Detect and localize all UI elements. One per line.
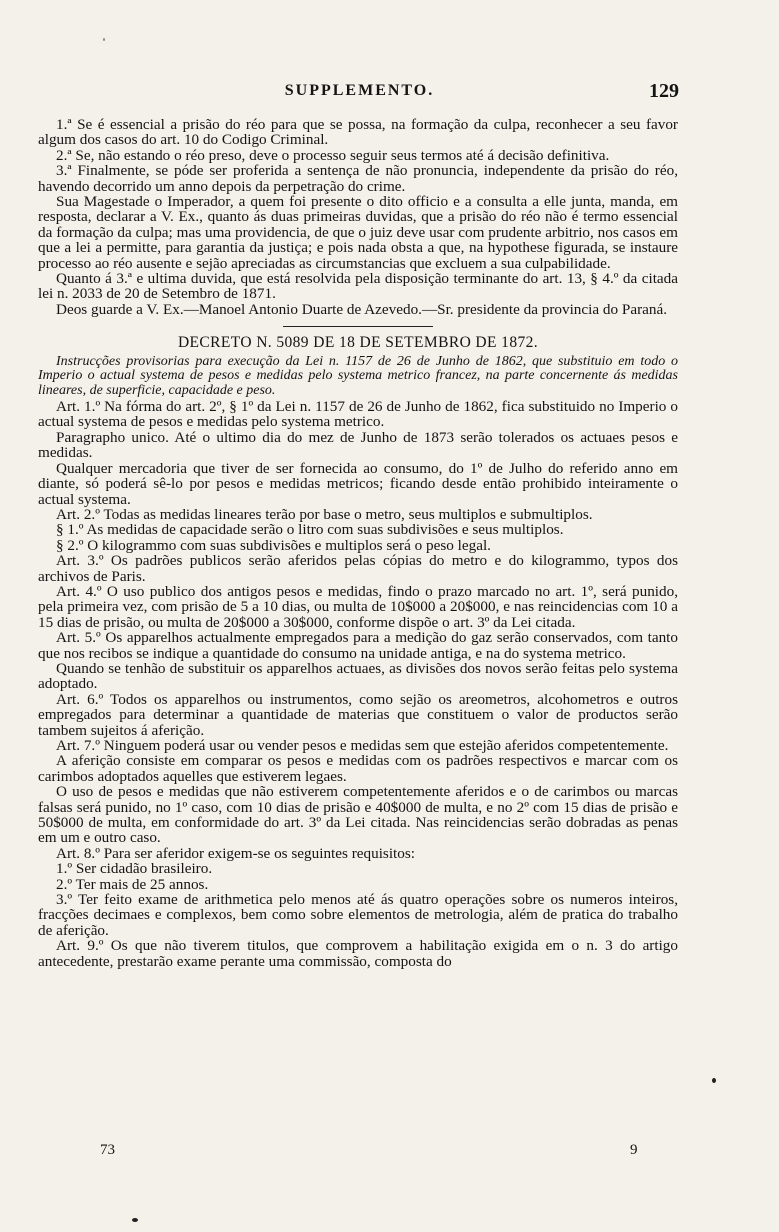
paragraph: A aferição consiste em comparar os pesos e medidas com os padrões respectivos e marcar com os carimbos adoptados aquelles que estiverem legaes. — [38, 752, 678, 785]
paragraph: 1.º Ser cidadão brasileiro. — [56, 860, 213, 878]
page-number: 129 — [649, 80, 679, 102]
ink-speck — [712, 1078, 716, 1083]
running-title: SUPPLEMENTO. — [284, 82, 435, 99]
paragraph: Quando se tenhão de substituir os apparelhos actuaes, as divisões dos novos serão feitas pelo systema adoptado. — [38, 659, 678, 693]
section-divider — [283, 326, 433, 327]
paragraph: Art. 5.º Os apparelhos actualmente empregados para a medição do gaz serão conservados, com tanto que nos recibos se indique a quantidade do consumo na unidade antiga, e na do systema metrico. — [38, 629, 678, 662]
paragraph: Art. 4.º O uso publico dos antigos pesos e medidas, findo o prazo marcado no art. 1º, será punido, pela primeira vez, com prisão de 5 a 10 dias, ou multa de 10$000 a 20$000, e nas reincidencias com 10 a 15 dias de prisão, ou multa de 20$000 a 30$000, conforme dispõe o art. 3º da Lei citada. — [38, 582, 678, 631]
paragraph: Art. 6.º Todos os apparelhos ou instrumentos, como sejão os areometros, alcohometros e outros empregados para determinar a quantidade de materias que constituem o valor de productos serão tambem sujeitos á aferição. — [38, 690, 678, 739]
paragraph: Quanto á 3.ª e ultima duvida, que está resolvida pela disposição terminante do art. 13, § 4.º da citada lei n. 2033 de 20 de Setembro de 1871. — [38, 270, 678, 303]
decree-title: DECRETO N. 5089 DE 18 DE SETEMBRO DE 1872. — [177, 334, 539, 352]
paragraph: Qualquer mercadoria que tiver de ser fornecida ao consumo, do 1º de Julho do referido anno em diante, só poderá sê-lo por pesos e medidas metricos; ficando desde então prohibido inteiramente o actual systema. — [38, 459, 678, 508]
paragraph: § 1.º As medidas de capacidade serão o litro com suas subdivisões e seus multiplos. — [56, 521, 564, 539]
signature-mark-right: 9 — [630, 1142, 638, 1158]
ink-speck — [132, 1218, 138, 1222]
paragraph: Art. 1.º Na fórma do art. 2º, § 1º da Lei n. 1157 de 26 de Junho de 1862, fica substituido no Imperio o actual systema de pesos e medidas pelo systema metrico. — [38, 398, 678, 431]
decree-instructions-heading: Instrucções provisorias para execução da Lei n. 1157 de 26 de Junho de 1862, que substituio em todo o Imperio o actual systema de pesos e medidas pelo systema metrico francez, na parte concernente ás medidas lineares, de superficie, capacidade e peso. — [38, 353, 678, 399]
paragraph: 2.º Ter mais de 25 annos. — [56, 875, 209, 893]
decree-articles — [38, 399, 678, 969]
page-footer — [100, 1142, 660, 1162]
paragraph: § 2.º O kilogrammo com suas subdivisões e multiplos será o peso legal. — [56, 536, 491, 554]
first-document — [38, 117, 678, 317]
ink-speck — [103, 38, 105, 41]
paragraph: Art. 8.º Para ser aferidor exigem-se os seguintes requisitos: — [56, 844, 415, 862]
paragraph: Deos guarde a V. Ex.—Manoel Antonio Duarte de Azevedo.—Sr. presidente da provincia do Paraná. — [56, 300, 667, 318]
paragraph: Art. 9.º Os que não tiverem titulos, que comprovem a habilitação exigida em o n. 3 do artigo antecedente, prestarão exame perante uma commissão, composta do — [38, 937, 678, 970]
paragraph: Sua Magestade o Imperador, a quem foi presente o dito officio e a consulta a elle junta, manda, em resposta, declarar a V. Ex., quanto ás duas primeiras duvidas, que a prisão do réo não é termo essencial da formação da culpa; mas uma providencia, de que o juiz deve usar com prudente arbitrio, nos casos em que a lei a permitte, para garantia da justiça; e pois nada obsta a que, na hypothese figurada, se instaure processo ao réo ausente e sejão apreciadas as circumstancias que excluem a sua culpabilidade. — [38, 193, 678, 272]
running-header — [40, 82, 679, 106]
paragraph: O uso de pesos e medidas que não estiverem competentemente aferidos e o de carimbos ou marcas falsas será punido, no 1º caso, com 10 dias de prisão e 40$000 de multa, e no 2º com 15 dias de prisão e 50$000 de multa, em conformidade do art. 3º da Lei citada. Nas reincidencias serão dobradas as penas em um e outro caso. — [38, 783, 678, 847]
signature-mark-left: 73 — [100, 1142, 115, 1158]
paragraph: 1.ª Se é essencial a prisão do réo para que se possa, na formação da culpa, reconhecer a seu favor algum dos casos do art. 10 do Codigo Criminal. — [38, 116, 678, 149]
paragraph: 3.º Ter feito exame de arithmetica pelo menos até ás quatro operações sobre os numeros inteiros, fracções decimaes e complexos, bem como sobre elementos de metrologia, além de pratica do trabalho de aferição. — [38, 891, 678, 939]
paragraph: 2.ª Se, não estando o réo preso, deve o processo seguir seus termos até á decisão definitiva. — [56, 146, 610, 164]
paragraph: 3.ª Finalmente, se póde ser proferida a sentença de não pronuncia, independente da prisão do réo, havendo decorrido um anno depois da perpetração do crime. — [38, 162, 678, 195]
page-body — [38, 117, 678, 969]
paragraph: Art. 2.º Todas as medidas lineares terão por base o metro, seus multiplos e submultiplos. — [56, 505, 593, 523]
paragraph: Paragrapho unico. Até o ultimo dia do mez de Junho de 1873 serão tolerados os actuaes pesos e medidas. — [38, 428, 678, 462]
paragraph: Art. 7.º Ninguem poderá usar ou vender pesos e medidas sem que estejão aferidos competentemente. — [56, 737, 669, 755]
paragraph: Art. 3.º Os padrões publicos serão aferidos pelas cópias do metro e do kilogrammo, typos dos archivos de Paris. — [38, 552, 678, 585]
